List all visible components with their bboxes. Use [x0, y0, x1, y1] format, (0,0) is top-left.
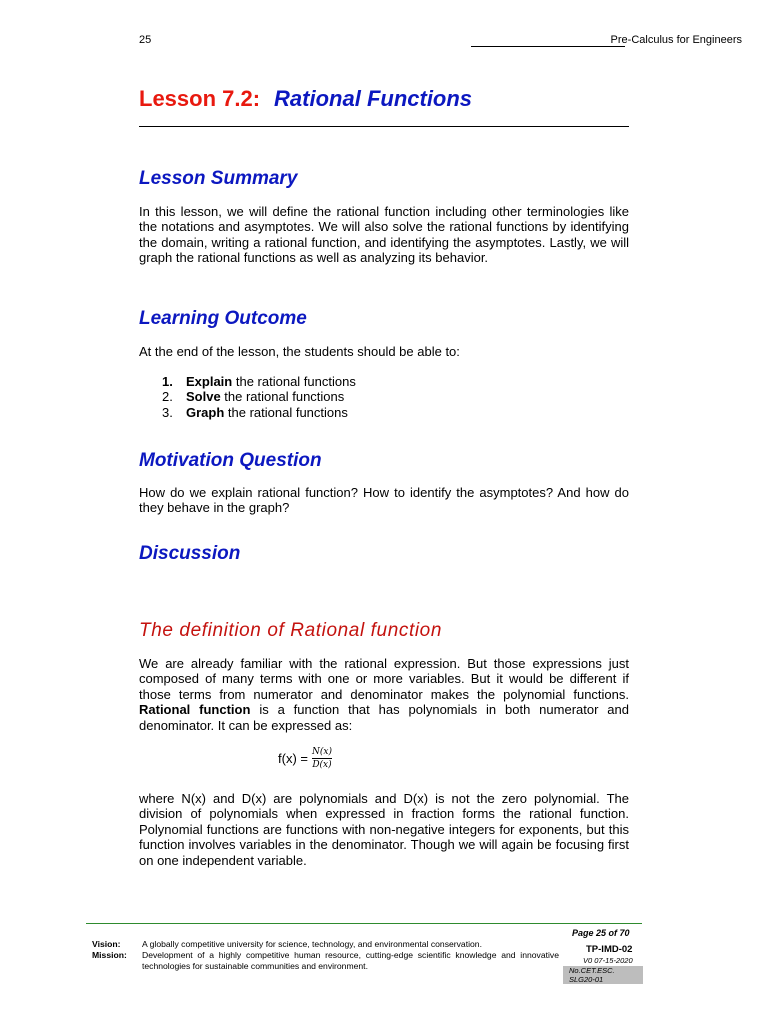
list-item: 3. Graph the rational functions	[162, 404, 348, 420]
mission-text: Development of a highly competitive human resource, cutting-edge scientific knowledge and innovative technologies for sustainable communities and environment.	[142, 950, 559, 971]
formula-fraction	[312, 747, 332, 770]
rational-function-formula	[278, 747, 332, 770]
page-number: 25	[139, 34, 152, 46]
formula-lhs: f(x) =	[278, 751, 308, 766]
title-rule	[139, 126, 629, 127]
motivation-text: How do we explain rational function? How to identify the asymptotes? And how do they behave in the graph?	[139, 485, 629, 516]
outcome-list	[162, 374, 356, 420]
mission-label: Mission:	[92, 950, 127, 960]
lesson-summary-text: In this lesson, we will define the rational function including other terminologies like the notations and asymptotes. We will also solve the rational functions by identifying the domain, writing a rational function, and identifying the asymptotes. Lastly, we will graph the rational functions as well as analyzing its behavior.	[139, 204, 629, 266]
definition-explanation: where N(x) and D(x) are polynomials and D(x) is not the zero polynomial. The division of polynomials when expressed in fraction forms the rational function. Polynomial functions are functions with non-negative integers for exponents, but this function involves variables in the denominator. Though we will again be focusing first on one independent variable.	[139, 791, 629, 868]
fraction-bar	[312, 758, 332, 759]
learning-outcome-heading: Learning Outcome	[139, 308, 307, 329]
document-code: TP-IMD-02	[586, 944, 633, 955]
document-version: V0 07-15-2020	[583, 956, 633, 965]
header-rule	[471, 46, 625, 47]
vision-label: Vision:	[92, 939, 121, 949]
lesson-number: Lesson 7.2:	[139, 86, 261, 111]
vision-text: A globally competitive university for science, technology, and environmental conservation.	[142, 939, 482, 949]
definition-heading: The definition of Rational function	[139, 620, 443, 641]
vision-mission	[92, 939, 559, 972]
lesson-summary-heading: Lesson Summary	[139, 168, 298, 189]
page-of-total: Page 25 of 70	[572, 928, 630, 938]
definition-paragraph: We are already familiar with the rational expression. But those expressions just composed of many terms with one or more variables. But it would be different if those terms from numerator and denominator makes the polynomial functions. Rational function is a function that has polynomials in both numerator and denominator. It can be expressed as:	[139, 656, 629, 733]
learning-outcome-intro: At the end of the lesson, the students should be able to:	[139, 344, 460, 359]
control-number-box	[563, 966, 643, 984]
control-number-line1: No.CET.ESC.	[569, 966, 615, 975]
course-title: Pre-Calculus for Engineers	[610, 34, 742, 46]
list-item: 2. Solve the rational functions	[162, 389, 345, 405]
control-number-line2: SLG20-01	[569, 974, 604, 984]
lesson-name: Rational Functions	[274, 86, 473, 111]
footer-rule	[86, 923, 642, 924]
formula-numerator: N(x)	[311, 747, 332, 757]
discussion-heading: Discussion	[139, 543, 241, 564]
formula-denominator: D(x)	[312, 760, 332, 770]
list-item: 1. Explain the rational functions	[162, 374, 356, 389]
lesson-title	[139, 86, 472, 112]
motivation-heading: Motivation Question	[139, 450, 322, 471]
